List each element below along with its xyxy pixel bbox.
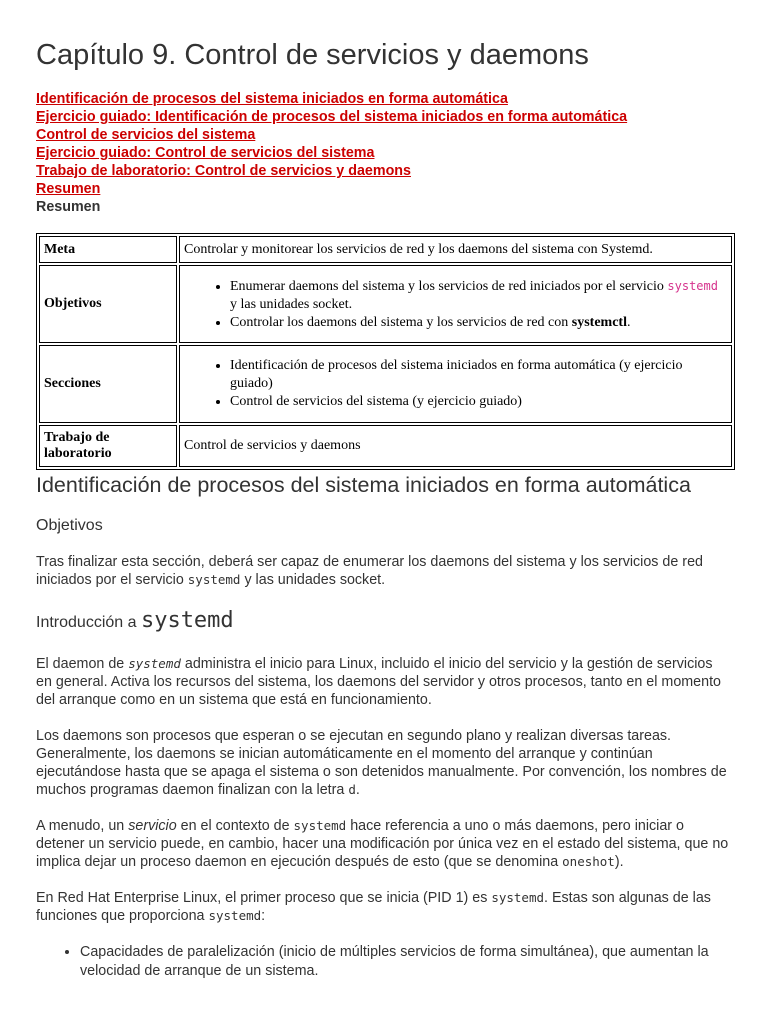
objetivos-label: Objetivos [39, 265, 177, 343]
inline-code: systemd [187, 572, 241, 587]
list-item: • Capacidades de paralelización (inicio de múltiples servicios de forma simultánea), que aumentan la velocidad de arranque de un sistema. [80, 943, 732, 981]
intro-heading: Introducción a systemd [36, 608, 234, 633]
emphasis: servicio [128, 818, 177, 834]
objetivos-heading: Objetivos [36, 517, 103, 534]
lab-value: Control de servicios y daemons [179, 425, 732, 467]
toc-link-ejercicio-control[interactable]: Ejercicio guiado: Control de servicios del sistema [36, 145, 375, 161]
paragraph-servicio: A menudo, un servicio en el contexto de systemd hace referencia a uno o más daemons, pero iniciar o detener un servicio puede, en cambio, hacer una modificación por única vez en el estado del sistema, que no implica dejar un proceso daemon en ejecución después de esto (que se denomina oneshot). [36, 818, 729, 870]
toc-resumen-plain: Resumen [36, 199, 101, 215]
table-row [39, 425, 732, 467]
toc-link-resumen[interactable]: Resumen [36, 181, 101, 197]
list-item: • Control de servicios del sistema (y ejercicio guiado) [230, 393, 727, 411]
toc-link-control-servicios[interactable]: Control de servicios del sistema [36, 127, 256, 143]
inline-code: systemd [140, 608, 234, 633]
paragraph-rhel: En Red Hat Enterprise Linux, el primer proceso que se inicia (PID 1) es systemd. Estas son algunas de las funciones que proporciona systemd: [36, 890, 711, 924]
paragraph-daemons: Los daemons son procesos que esperan o se ejecutan en segundo plano y realizan diversas tareas. Generalmente, los daemons se inician automáticamente en el momento del arranque y continúan ejecutándose hasta que se apaga el sistema o son detenidos manualmente. Por convención, los nombres de muchos programas daemon finalizan con la letra d. [36, 728, 727, 798]
list-item: • Controlar los daemons del sistema y los servicios de red con systemctl. [230, 314, 727, 332]
meta-label: Meta [39, 236, 177, 263]
secciones-value [179, 345, 732, 423]
table-row [39, 265, 732, 343]
inline-code: systemd [293, 818, 347, 833]
toc-link-ejercicio-identificacion[interactable]: Ejercicio guiado: Identificación de procesos del sistema iniciados en forma automática [36, 109, 628, 125]
meta-value: Controlar y monitorear los servicios de red y los daemons del sistema con Systemd. [179, 236, 732, 263]
inline-code: systemd [491, 890, 545, 905]
paragraph-objetivos: Tras finalizar esta sección, deberá ser capaz de enumerar los daemons del sistema y los servicios de red iniciados por el servicio systemd y las unidades socket. [36, 554, 703, 588]
table-row [39, 345, 732, 423]
paragraph-systemd: El daemon de systemd administra el inicio para Linux, incluido el inicio del servicio y la gestión de servicios en general. Activa los recursos del sistema, los daemons del servidor y otros procesos, tanto en el momento del arranque como en un sistema que está en funcionamiento. [36, 656, 722, 708]
table-of-contents [36, 90, 732, 216]
toc-link-laboratorio[interactable]: Trabajo de laboratorio: Control de servicios y daemons [36, 163, 411, 179]
lab-label: Trabajo de laboratorio [39, 425, 177, 467]
inline-code: oneshot [562, 854, 615, 869]
table-row [39, 236, 732, 263]
list-item: • Identificación de procesos del sistema iniciados en forma automática (y ejercicio guiado) [230, 357, 727, 393]
inline-code: systemd [128, 656, 181, 671]
chapter-title: Capítulo 9. Control de servicios y daemons [36, 39, 589, 71]
chapter-overview-table [36, 233, 735, 470]
inline-code: d [348, 782, 356, 797]
secciones-label: Secciones [39, 345, 177, 423]
features-list [36, 943, 732, 981]
bold-command: systemctl [571, 314, 627, 330]
section-title: Identificación de procesos del sistema iniciados en forma automática [36, 473, 691, 497]
list-item: • Enumerar daemons del sistema y los servicios de red iniciados por el servicio systemd y las unidades socket. [230, 277, 727, 314]
toc-link-identificacion[interactable]: Identificación de procesos del sistema iniciados en forma automática [36, 91, 508, 107]
inline-code: systemd [667, 278, 718, 293]
objetivos-value [179, 265, 732, 343]
inline-code: systemd [208, 908, 262, 923]
